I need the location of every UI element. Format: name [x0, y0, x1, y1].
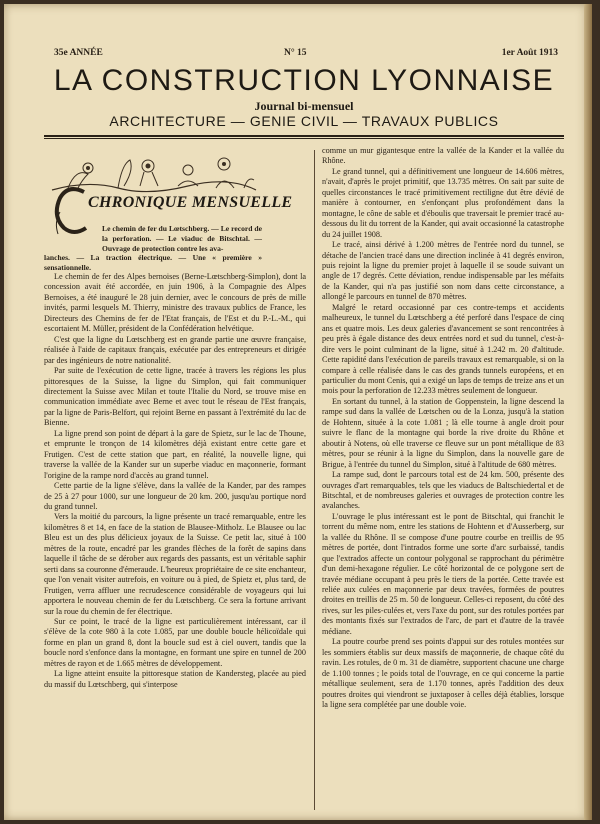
issue-line [44, 48, 564, 62]
journal-page [4, 4, 592, 820]
summary-part-1: Le chemin de fer du Lœtschberg. — Le record de la perforation. — Le viaduc de Bitschtal. — Ouvrage de protection contre les ava- [102, 224, 262, 253]
paragraph: L'ouvrage le plus intéressant est le pont de Bitschtal, qui franchit le torrent du même nom, entre les stations de Hohtenn et d'Ausserberg, sur la vallée du Rhône. Il se compose d'une poutre courbe en treillis de 95 mètres de portée, dont l'intrados forme une sorte d'arc surbaissé, tandis que l'extrados affecte un contour polygonal se rapprochant du périmètre d'un demi-hexagone régulier. Le côté horizontal de ce polygone sert de travée médiane occupant à peu près le tiers de la portée. Cette travée est reliée aux culées en maçonnerie par deux travées, formées de poutres droites en treillis de 25 m. 50 de longueur. Celles-ci reposent, du côté des rives, sur les piles-culées et, vers l'axe du pont, sur des rotules portées par des montants fixés sur l'extrados de l'arc, de part et d'autre de la travée médiane. [322, 511, 564, 636]
left-column [44, 272, 306, 690]
issue-date: 1er Août 1913 [501, 48, 558, 58]
right-column [322, 146, 564, 710]
paragraph: C'est que la ligne du Lœtschberg est en grande partie une œuvre française, réalisée à l'aide de capitaux français, exécutée par des entrepreneurs et dirigée par des ingénieurs de notre nationalité. [44, 334, 306, 365]
issue-number: N° 15 [284, 48, 307, 58]
paragraph: En sortant du tunnel, à la station de Goppenstein, la ligne descend la rampe sud dans la vallée de Lœtschen ou de la Lonza, jusqu'à la station de Hohtenn, située à la cote 1.081 ; là elle tourne à angle droit pour suivre le flanc de la montagne qui borde la rive droite du Rhône et aboutir à Notens, où elle traverse ce fleuve sur un pont métallique de 83 mètres, pour se réunir à la ligne du Simplon, dans la nouvelle gare de Brigue, à l'entrée du tunnel du Simplon, situé à l'altitude de 680 mètres. [322, 396, 564, 469]
paragraph: Le chemin de fer des Alpes bernoises (Berne-Lœtschberg-Simplon), dont la concession avait été accordée, en juin 1906, à la Compagnie des Alpes Bernoises, a été inauguré le 28 juin dernier, avec le concours de près de mille invités, parmi lesquels M. Thierry, ministre des travaux publics de France, les Directeurs des Chemins de fer de l'Etat français, de l'Est et du P.-L.-M., qui escortaient M. Müller, président de la Confédération helvétique. [44, 272, 306, 334]
paragraph: Vers la moitié du parcours, la ligne présente un tracé remarquable, entre les kilomètres 8 et 14, en face de la station de Blausee-Mitholz. Le Blausee ou lac Bleu est un des plus délicieux joyaux de la Suisse. Ce petit lac, situé à 100 mètres de la route, encadré par les grandes flèches de la forêt de sapins dans laquelle il tâche de se dérober aux regards des passants, est un véritable saphir serti dans sa couronne d'émeraude. L'heureux propriétaire de ce site enchanteur, que l'on venait visiter autrefois, en voiture ou à pied, de Spietz et, plus tard, de Frutigen, verra affluer une recrudescence considérable de voyageurs qui lui apportera le nouveau chemin de fer du Lœtschberg. Ce sera la fortune arrivant sur la roue du chemin de fer électrique. [44, 512, 306, 616]
journal-tagline: ARCHITECTURE — GENIE CIVIL — TRAVAUX PUBLICS [109, 113, 499, 129]
paragraph: La ligne atteint ensuite la pittoresque station de Kandersteg, placée au pied du massif du Lœtschberg, qui s'interpose [44, 669, 306, 689]
paragraph: La poutre courbe prend ses points d'appui sur des rotules montées sur les sommiers établis sur deux massifs de maçonnerie, de chaque côté du ravin. Les rotules, de 0 m. 31 de diamètre, supportent chacune une charge de 1.100 tonnes ; le poids total de l'ouvrage, en ce qui concerne la partie métallique seulement, sera de 1.170 tonnes, après l'addition des deux poutres droites qui viendront se juxtaposer à celles déjà établies, lorsque la ligne sera complétée par une double voie. [322, 637, 564, 710]
paragraph: La rampe sud, dont le parcours total est de 24 km. 500, présente des ouvrages d'art remarquables, tels que les viaducs de Baltschiedertal et de Bitschtal, et de nombreuses galeries et ouvrages de protection contre les avalanches. [322, 470, 564, 511]
paragraph: comme un mur gigantesque entre la vallée de la Kander et la vallée du Rhône. [322, 146, 564, 166]
paragraph: Malgré le retard occasionné par ces contre-temps et accidents malheureux, le tunnel du Lœtschberg a été perforé dans l'espace de cinq ans et quatre mois. Les deux galeries d'avancement se sont rencontrées à peu près à égale distance des deux entrées nord et sud du tunnel, c'est-à-dire vers le point culminant de la ligne, situé à 1.242 m. 20 d'altitude. Cette rapidité dans l'exécution de pareils travaux est remarquable, si on la compare à celle réalisée dans le cas des grands tunnels européens, et en particulier du mont Cenis, qui a exigé un laps de temps de treize ans et un mois pour la perforation de 12.233 mètres seulement de longueur. [322, 302, 564, 396]
paragraph: Sur ce point, le tracé de la ligne est particulièrement intéressant, car il s'élève de la cote 980 à la cote 1.085, par une double boucle hélicoïdale qui forme en plan un grand 8, dont la boucle sud est à ciel ouvert, tandis que la boucle nord s'enfonce dans la montagne, en formant une spire en tunnel de 200 mètres de rayon et de 1.665 mètres de développement. [44, 616, 306, 668]
journal-title: LA CONSTRUCTION LYONNAISE [53, 64, 555, 97]
paragraph: Le tracé, ainsi dérivé à 1.200 mètres de l'entrée nord du tunnel, se détache de l'ancien tracé dans une direction inclinée à 41 degrés environ, puis rejoint la ligne du premier projet à laquelle il se soude suivant un angle de 17 degrés. Cette déviation, rendue indispensable par les méfaits de la Kander, qui n'a pas justifié son nom dans cette circonstance, a allongé le parcours en tunnel de 870 mètres. [322, 240, 564, 302]
paragraph: Cette partie de la ligne s'élève, dans la vallée de la Kander, par des rampes de 25 à 27 pour 1000, sur une longueur de 20 km. 200, jusqu'au portique nord du grand tunnel. [44, 481, 306, 511]
year-label: 35e ANNÉE [54, 48, 103, 58]
paragraph: La ligne prend son point de départ à la gare de Spietz, sur le lac de Thoune, et emprunte le tronçon de 14 kilomètres déjà existant entre cette gare et Frutigen. C'est de cette station que part, en réalité, la nouvelle ligne, qui traverse la vallée de la Kander sur un superbe viaduc en maçonnerie, formant l'origine de la rampe nord d'accès au grand tunnel. [44, 428, 306, 480]
header-rule-thin [44, 138, 564, 139]
summary-part-2: lanches. — La traction électrique. — Une « première » sensationnelle. [44, 253, 262, 273]
section-heading: CHRONIQUE MENSUELLE [88, 194, 293, 211]
journal-subtitle: Journal bi-mensuel [254, 99, 354, 113]
paragraph: Par suite de l'exécution de cette ligne, tracée à travers les régions les plus pittoresques de la Suisse, la ligne du Simplon, qui fait communiquer directement la Suisse avec Milan et toute l'Italie du Nord, se trouve mise en communication immédiate avec Berne et avec tout le réseau de l'Est français, par la ligne de Paris-Belfort, qui rejoint Berne en passant à l'extrémité du lac de Bienne. [44, 366, 306, 428]
section-summary [44, 224, 262, 273]
header-rule [44, 135, 564, 137]
binding-edge [584, 4, 592, 820]
paragraph: Le grand tunnel, qui a définitivement une longueur de 14.606 mètres, n'avait, d'après le projet primitif, que 13.735 mètres. On sait par suite de quelles circonstances le tracé primitivement rectiligne dut être dévié de manière à contourner, en s'enfonçant plus profondément dans la montagne, le cône de sable et d'éboulis que traversait le premier tracé au-dessous du lit du torrent de la Kander, qui avait occasionné la catastrophe du 24 juillet 1908. [322, 166, 564, 239]
column-divider [314, 150, 315, 810]
